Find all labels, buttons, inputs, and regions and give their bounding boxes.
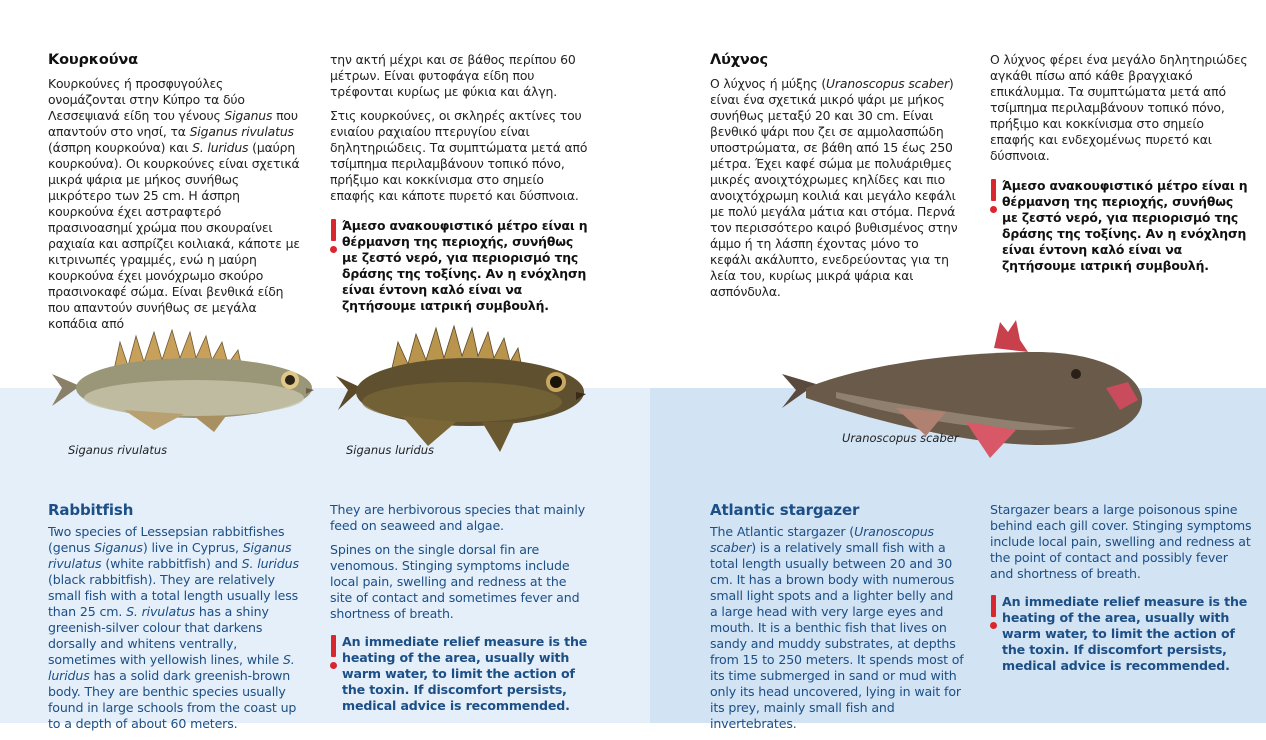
uranoscopus-scaber-caption: Uranoscopus scaber [842,431,959,445]
stargazer-greek-column-2 [990,52,1252,274]
uranoscopus-scaber-image [776,318,1148,464]
rabbitfish-greek-paragraph-2: την ακτή μέχρι και σε βάθος περίπου 60 μέτρων. Είναι φυτοφάγα είδη που τρέφονται κυρίως με φύκια και άλγη. [330,52,576,99]
rabbitfish-english-paragraph-1: Two species of Lessepsian rabbitfishes (genus Siganus) live in Cyprus, Siganus rivulatus (white rabbitfish) and S. luridus (black rabbitfish). They are relatively small fish with a total length usually less than 25 cm. S. rivulatus has a shiny greenish-silver colour that darkens dorsally and whitens ventrally, sometimes with yellowish lines, while S. luridus has a solid dark greenish-brown body. They are benthic species usually found in large schools from the coast up to a depth of about 60 meters. [48,524,299,731]
stargazer-english-warning: An immediate relief measure is the heating of the area, usually with warm water, to limit the action of the toxin. If discomfort persists, medical advice is recommended. [990,594,1252,674]
stargazer-greek-paragraph-2: Ο λύχνος φέρει ένα μεγάλο δηλητηριώδες αγκάθι πίσω από κάθε βραγχιακό επικάλυμμα. Τα συμπτώματα μετά από τσίμπημα περιλαμβάνουν τοπικό πόνο, πρήξιμο και κοκκίνισμα στο σημείο επαφής και ενδεχομένως πυρετό και δύσπνοια. [990,52,1248,163]
warning-exclamation-icon [330,219,338,253]
stargazer-greek-title: Λύχνος [710,52,768,68]
stargazer-greek-column-1 [710,52,960,308]
rabbitfish-english-paragraph-2: They are herbivorous species that mainly feed on seaweed and algae. [330,502,585,533]
warning-exclamation-icon [990,179,998,213]
rabbitfish-greek-paragraph-3: Στις κουρκούνες, οι σκληρές ακτίνες του ενιαίου ραχιαίου πτερυγίου είναι δηλητηριώδεις. Τα συμπτώματα μετά από τσίμπημα περιλαμβάνουν τοπικό πόνο, πρήξιμο και κοκκίνισμα στο σημείο επαφής και κάποτε πυρετό και δύσπνοια. [330,108,588,203]
rabbitfish-english-column-2 [330,502,592,714]
siganus-rivulatus-caption: Siganus rivulatus [68,443,168,457]
rabbitfish-english-warning: An immediate relief measure is the heating of the area, usually with warm water, to limit the action of the toxin. If discomfort persists, medical advice is recommended. [330,634,592,714]
rabbitfish-greek-title: Κουρκούνα [48,52,138,68]
stargazer-greek-warning: Άμεσο ανακουφιστικό μέτρο είναι η θέρμανση της περιοχής, συνήθως με ζεστό νερό, για περιορισμό της δράσης της τοξίνης. Αν η ενόχληση είναι έντονη καλό είναι να ζητήσουμε ιατρική συμβουλή. [990,178,1252,274]
rabbitfish-english-column-1 [48,502,304,740]
siganus-luridus-image [332,318,588,460]
stargazer-english-column-2 [990,502,1252,674]
rabbitfish-greek-warning: Άμεσο ανακουφιστικό μέτρο είναι η θέρμανση της περιοχής, συνήθως με ζεστό νερό, για περιορισμό της δράσης της τοξίνης. Αν η ενόχληση είναι έντονη καλό είναι να ζητήσουμε ιατρική συμβουλή. [330,218,588,314]
siganus-luridus-caption: Siganus luridus [346,443,435,457]
siganus-rivulatus-image [44,318,316,442]
stargazer-english-paragraph-2: Stargazer bears a large poisonous spine behind each gill cover. Stinging symptoms include local pain, swelling and redness at the point of contact and possibly fever and shortness of breath. [990,502,1252,581]
rabbitfish-greek-column-1 [48,52,300,340]
stargazer-greek-paragraph-1: Ο λύχνος ή μύξης (Uranoscopus scaber) είναι ένα σχετικά μικρό ψάρι με μήκος συνήθως μεταξύ 20 και 30 cm. Είναι βενθικό ψάρι που ζει σε αμμολασπώδη υποστρώματα, σε βάθη από 15 έως 250 μέτρα. Έχει καφέ σώμα με πολυάριθμες μικρές ανοιχτόχρωμες κηλίδες και πιο ανοιχτόχρωμη κοιλιά και μεγάλο κεφάλι με πολύ μεγάλα μάτια και στόμα. Περνά τον περισσότερο καιρό βυθισμένος στην άμμο ή τη λάσπη έχοντας μόνο το κεφάλι ακάλυπτο, ενεδρεύοντας για τη λεία του, κυρίως μικρά ψάρια και ασπόνδυλα. [710,76,958,299]
stargazer-english-paragraph-1: The Atlantic stargazer (Uranoscopus scaber) is a relatively small fish with a total length usually between 20 and 30 cm. It has a brown body with numerous small light spots and a lighter belly and a large head with very large eyes and mouth. It is a benthic fish that lives on sandy and muddy substrates, at depths from 15 to 250 meters. It spends most of its time submerged in sand or mud with only its head uncovered, lying in wait for its prey, mainly small fish and invertebrates. [710,524,964,731]
rabbitfish-greek-column-2 [330,52,588,314]
rabbitfish-english-paragraph-3: Spines on the single dorsal fin are venomous. Stinging symptoms include local pain, swelling and redness at the site of contact and sometimes fever and shortness of breath. [330,542,580,621]
rabbitfish-greek-paragraph-1: Κουρκούνες ή προσφυγούλες ονομάζονται στην Κύπρο τα δύο Λεσσεψιανά είδη του γένους Siganus που απαντούν στο νησί, τα Siganus rivulatus (άσπρη κουρκούνα) και S. luridus (μαύρη κουρκούνα). Οι κουρκούνες είναι σχετικά μικρά ψάρια με μήκος συνήθως μικρότερο των 25 cm. Η άσπρη κουρκούνα έχει αστραφτερό πρασινοασημί χρώμα που σκουραίνει ραχιαία και ασπρίζει κοιλιακά, κάποτε με κιτρινωπές γραμμές, ενώ η μαύρη κουρκούνα έχει μονόχρωμο σκούρο πρασινοκαφέ σώμα. Είναι βενθικά είδη που απαντούν συνήθως σε μεγάλα κοπάδια από [48,76,300,331]
warning-exclamation-icon [330,635,338,669]
stargazer-english-column-1 [710,502,964,740]
stargazer-english-title: Atlantic stargazer [710,501,860,519]
rabbitfish-english-title: Rabbitfish [48,501,134,519]
warning-exclamation-icon [990,595,998,629]
